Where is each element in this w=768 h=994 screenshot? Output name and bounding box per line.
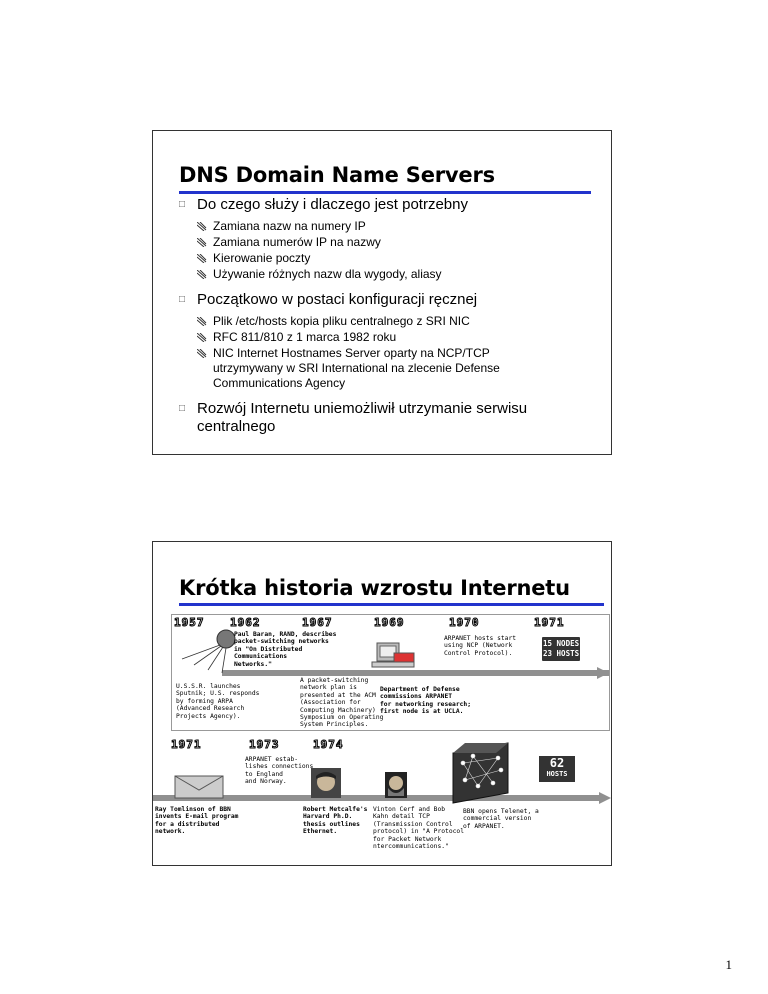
year-label: 1971: [171, 738, 202, 751]
event-tomlinson: Ray Tomlinson of BBN invents E-mail program for a distributed network.: [155, 806, 239, 836]
arrow-icon: [197, 235, 213, 251]
event-metcalfe: Robert Metcalfe's Harvard Ph.D. thesis outlines Ethernet.: [303, 806, 368, 836]
sub-bullet: Zamiana nazw na numery IP: [197, 219, 366, 235]
network-cube-icon: [453, 743, 508, 803]
arrow-icon: [197, 346, 213, 362]
year-label: 1962: [230, 616, 261, 629]
bullet-3: [179, 400, 527, 418]
sub-bullet: RFC 811/810 z 1 marca 1982 roku: [197, 330, 396, 346]
slide-title: DNS Domain Name Servers: [179, 163, 495, 187]
timeline-arrowhead: [597, 667, 609, 679]
arrow-icon: [197, 314, 213, 330]
year-label: 1967: [302, 616, 333, 629]
year-label: 1957: [174, 616, 205, 629]
bullet-square-icon: □: [179, 403, 186, 414]
event-telenet: BBN opens Telenet, a commercial version of ARPANET.: [463, 808, 539, 830]
sub-bullet: Używanie różnych nazw dla wygody, aliasy: [197, 267, 442, 283]
bullet-2: [179, 291, 477, 309]
event-arpanet-intl: ARPANET estab- lishes connections to England and Norway.: [245, 756, 314, 786]
event-baran: Paul Baran, RAND, describes packet-switching networks in "On Distributed Communications Networks.": [234, 631, 337, 668]
event-sputnik: U.S.S.R. launches Sputnik; U.S. responds by forming ARPA (Advanced Research Projects Agency).: [176, 683, 260, 720]
arrow-icon: [197, 219, 213, 235]
computer-icon: [372, 643, 414, 667]
sub-bullet: Zamiana numerów IP na nazwy: [197, 235, 381, 251]
sub-bullet: Plik /etc/hosts kopia pliku centralnego z SRI NIC: [197, 314, 470, 330]
arrow-icon: [197, 267, 213, 283]
event-cerf-kahn: Vinton Cerf and Bob Kahn detail TCP (Transmission Control protocol) in "A Protocol for Packet Network ntercommunications.": [373, 806, 464, 851]
timeline-arrowhead: [599, 792, 611, 804]
page-number: 1: [725, 957, 732, 972]
slide-internet-history: [152, 541, 612, 866]
bullet-text: Rozwój Internetu uniemożliwił utrzymanie serwisu: [197, 400, 528, 417]
sputnik-icon: [182, 630, 235, 673]
year-label: 1973: [249, 738, 280, 751]
event-arpanet-ncp: ARPANET hosts start using NCP (Network Control Protocol).: [444, 635, 517, 657]
event-dod: Department of Defense commissions ARPANET for networking research; first node is at UCLA.: [380, 686, 471, 716]
bullet-text: Do czego służy i dlaczego jest potrzebny: [197, 196, 468, 213]
bullet-3-continuation: centralnego: [197, 418, 276, 435]
bullet-square-icon: □: [179, 294, 186, 305]
year-label: 1971: [534, 616, 565, 629]
year-label: 1969: [374, 616, 405, 629]
hosts-badge: 62 HOSTS: [546, 756, 568, 778]
nodes-badge: 15 NODES 23 HOSTS: [543, 639, 580, 658]
metcalfe-photo: [311, 768, 341, 798]
timeline-panel-2: [153, 738, 612, 862]
timeline-panel-1: [171, 614, 610, 731]
cerf-photo: [385, 772, 407, 798]
envelope-icon: [175, 776, 223, 798]
bullet-square-icon: □: [179, 199, 186, 210]
sub-bullet: NIC Internet Hostnames Server oparty na NCP/TCP: [197, 346, 490, 362]
title-underline: [179, 603, 604, 606]
year-label: 1974: [313, 738, 344, 751]
sub-bullet: Kierowanie poczty: [197, 251, 310, 267]
arrow-icon: [197, 330, 213, 346]
sub-bullet-continuation: utrzymywany w SRI International na zlecenie Defense: [213, 361, 500, 375]
year-label: 1970: [449, 616, 480, 629]
slide-title: Krótka historia wzrostu Internetu: [179, 576, 570, 600]
arrow-icon: [197, 251, 213, 267]
slide-dns: [152, 130, 612, 455]
sub-bullet-continuation: Communications Agency: [213, 376, 346, 390]
title-underline: [179, 191, 591, 194]
bullet-text: Początkowo w postaci konfiguracji ręcznej: [197, 291, 478, 308]
event-acm: A packet-switching network plan is presented at the ACM (Association for Computing Machinery) Symposium on Operating System Principles.: [300, 677, 384, 729]
bullet-1: [179, 196, 468, 214]
